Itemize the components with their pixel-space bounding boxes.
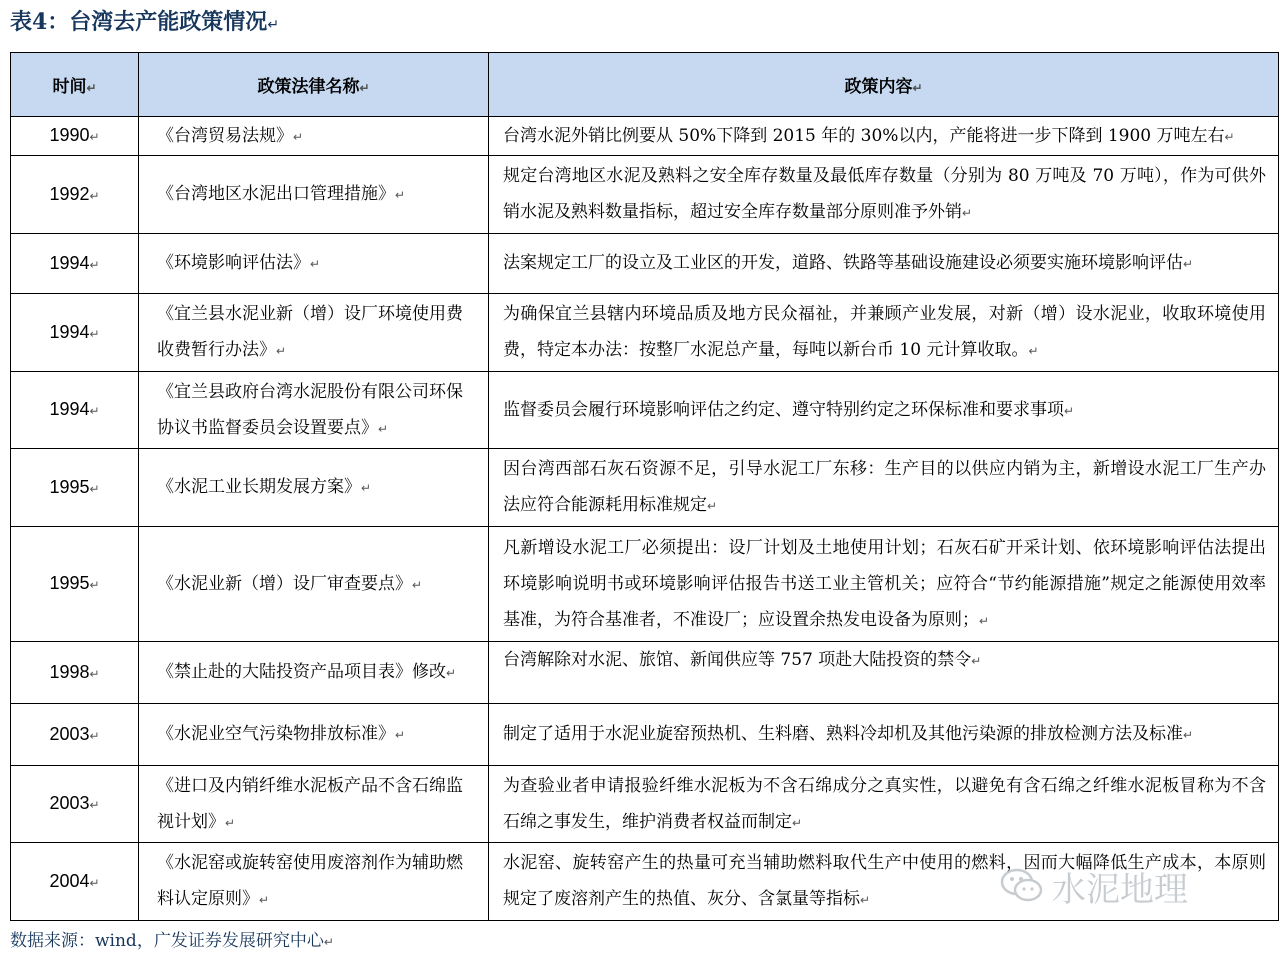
- paragraph-mark-icon: ↵: [293, 129, 304, 144]
- content-cell: [489, 704, 1279, 766]
- paragraph-mark-icon: ↵: [359, 81, 370, 95]
- paragraph-mark-icon: ↵: [89, 326, 100, 341]
- paragraph-mark-icon: ↵: [860, 893, 871, 907]
- paragraph-mark-icon: ↵: [395, 188, 406, 202]
- year-text: 1998: [49, 661, 90, 682]
- table-header-row: [11, 53, 1279, 117]
- header-name: [139, 53, 489, 117]
- paragraph-mark-icon: ↵: [446, 666, 457, 680]
- paragraph-mark-icon: ↵: [259, 893, 270, 907]
- law-name-cell: [139, 449, 489, 527]
- law-name-text: 《水泥业新（增）设厂审查要点》: [157, 573, 412, 594]
- content-cell: [489, 156, 1279, 234]
- year-cell: [11, 766, 139, 843]
- paragraph-mark-icon: ↵: [89, 130, 100, 144]
- content-text: 规定台湾地区水泥及熟料之安全库存数量及最低库存数量（分别为 80 万吨及 70 万吨），作为可供外销水泥及熟料数量指标，超过安全库存数量部分原则准予外销: [503, 166, 1266, 222]
- paragraph-mark-icon: ↵: [962, 206, 973, 220]
- paragraph-mark-icon: ↵: [89, 666, 100, 681]
- content-cell: [489, 372, 1279, 449]
- law-name-text: 《环境影响评估法》: [157, 253, 310, 273]
- content-cell: [489, 234, 1279, 294]
- content-cell: [489, 449, 1279, 527]
- content-text: 因台湾西部石灰石资源不足，引导水泥工厂东移：生产目的以供应内销为主，新增设水泥工厂生产办法应符合能源耗用标准规定: [503, 459, 1266, 515]
- year-text: 1994: [49, 252, 90, 273]
- content-text: 监督委员会履行环境影响评估之约定、遵守特别约定之环保标准和要求事项: [503, 399, 1064, 420]
- law-name-cell: [139, 156, 489, 234]
- year-cell: [11, 527, 139, 642]
- year-cell: [11, 449, 139, 527]
- table-row: [11, 766, 1279, 843]
- header-time: [11, 53, 139, 117]
- watermark-text: 水泥地理: [1052, 869, 1188, 910]
- year-text: 2003: [49, 723, 90, 744]
- paragraph-mark-icon: ↵: [86, 81, 97, 95]
- content-cell: [489, 642, 1279, 704]
- content-cell: [489, 766, 1279, 843]
- year-text: 1994: [49, 321, 90, 342]
- header-content: [489, 53, 1279, 117]
- year-text: 2003: [49, 793, 90, 813]
- law-name-cell: [139, 294, 489, 372]
- content-text: 台湾水泥外销比例要从 50%下降到 2015 年的 30%以内，产能将进一步下降到 1900 万吨左右: [503, 125, 1225, 146]
- year-text: 1994: [49, 399, 90, 419]
- law-name-text: 《进口及内销纤维水泥板产品不含石绵监视计划》: [157, 775, 463, 832]
- law-name-text: 《台湾地区水泥出口管理措施》: [157, 184, 395, 204]
- table-title-text: 表4：台湾去产能政策情况: [10, 9, 268, 35]
- table-row: [11, 156, 1279, 234]
- table-row: [11, 372, 1279, 449]
- policy-table: [10, 52, 1279, 921]
- year-text: 1990: [49, 125, 90, 145]
- paragraph-mark-icon: ↵: [971, 654, 982, 668]
- paragraph-mark-icon: ↵: [792, 815, 803, 830]
- year-cell: [11, 156, 139, 234]
- law-name-cell: [139, 766, 489, 843]
- paragraph-mark-icon: ↵: [412, 577, 423, 592]
- paragraph-mark-icon: ↵: [1224, 129, 1235, 144]
- header-content-label: 政策内容: [844, 77, 913, 97]
- paragraph-mark-icon: ↵: [1064, 403, 1075, 418]
- content-text: 为查验业者申请报验纤维水泥板为不含石绵成分之真实性，以避免有含石绵之纤维水泥板冒称为不含石绵之事发生，维护消费者权益而制定: [503, 775, 1266, 832]
- law-name-text: 《台湾贸易法规》: [157, 125, 293, 146]
- law-name-cell: [139, 704, 489, 766]
- law-name-text: 《宜兰县水泥业新（增）设厂环境使用费收费暂行办法》: [157, 304, 463, 360]
- table-row: [11, 449, 1279, 527]
- content-cell: [489, 527, 1279, 642]
- year-cell: [11, 843, 139, 921]
- paragraph-mark-icon: ↵: [89, 481, 100, 496]
- table-row: [11, 704, 1279, 766]
- law-name-cell: [139, 527, 489, 642]
- law-name-cell: [139, 843, 489, 921]
- law-name-cell: [139, 117, 489, 156]
- paragraph-mark-icon: ↵: [378, 421, 389, 436]
- header-time-label: 时间: [52, 77, 87, 97]
- law-name-text: 《水泥业空气污染物排放标准》: [157, 724, 395, 744]
- year-text: 1995: [49, 573, 90, 593]
- content-text: 制定了适用于水泥业旋窑预热机、生料磨、熟料冷却机及其他污染源的排放检测方法及标准: [503, 724, 1183, 744]
- year-cell: [11, 704, 139, 766]
- law-name-text: 《水泥窑或旋转窑使用废溶剂作为辅助燃料认定原则》: [157, 853, 463, 909]
- paragraph-mark-icon: ↵: [267, 16, 280, 32]
- paragraph-mark-icon: ↵: [89, 257, 100, 272]
- law-name-cell: [139, 234, 489, 294]
- paragraph-mark-icon: ↵: [323, 935, 334, 949]
- law-name-text: 《宜兰县政府台湾水泥股份有限公司环保协议书监督委员会设置要点》: [157, 381, 463, 438]
- table-row: [11, 642, 1279, 704]
- content-text: 法案规定工厂的设立及工业区的开发，道路、铁路等基础设施建设必须要实施环境影响评估: [503, 253, 1183, 273]
- law-name-cell: [139, 642, 489, 704]
- content-text: 凡新增设水泥工厂必须提出：设厂计划及土地使用计划；石灰石矿开采计划、依环境影响评估法提出环境影响说明书或环境影响评估报告书送工业主管机关；应符合“节约能源措施”规定之能源使用效率基准，为符合基准者，不准设厂；应设置余热发电设备为原则；: [503, 537, 1266, 630]
- source-text: 数据来源：wind，广发证券发展研究中心: [10, 931, 324, 951]
- year-cell: [11, 234, 139, 294]
- paragraph-mark-icon: ↵: [89, 578, 100, 592]
- wechat-icon: [1000, 867, 1044, 905]
- year-cell: [11, 294, 139, 372]
- paragraph-mark-icon: ↵: [310, 257, 321, 271]
- paragraph-mark-icon: ↵: [979, 613, 990, 628]
- paragraph-mark-icon: ↵: [1183, 257, 1194, 271]
- content-cell: [489, 117, 1279, 156]
- paragraph-mark-icon: ↵: [89, 875, 100, 890]
- paragraph-mark-icon: ↵: [1183, 728, 1194, 742]
- year-text: 2004: [49, 870, 90, 891]
- source-note: [10, 926, 334, 951]
- year-cell: [11, 642, 139, 704]
- paragraph-mark-icon: ↵: [1028, 344, 1039, 358]
- year-cell: [11, 372, 139, 449]
- paragraph-mark-icon: ↵: [395, 728, 406, 742]
- header-name-label: 政策法律名称: [257, 77, 360, 97]
- paragraph-mark-icon: ↵: [89, 404, 100, 418]
- law-name-text: 《禁止赴的大陆投资产品项目表》修改: [157, 662, 446, 682]
- paragraph-mark-icon: ↵: [89, 728, 100, 743]
- law-name-cell: [139, 372, 489, 449]
- paragraph-mark-icon: ↵: [912, 81, 923, 95]
- table-row: [11, 294, 1279, 372]
- year-cell: [11, 117, 139, 156]
- table-row: [11, 234, 1279, 294]
- year-text: 1995: [49, 476, 90, 497]
- year-text: 1992: [49, 183, 90, 204]
- content-text: 为确保宜兰县辖内环境品质及地方民众福祉，并兼顾产业发展，对新（增）设水泥业，收取环境使用费，特定本办法：按整厂水泥总产量，每吨以新台币 10 元计算收取。: [503, 304, 1266, 360]
- paragraph-mark-icon: ↵: [361, 481, 372, 495]
- paragraph-mark-icon: ↵: [225, 815, 236, 830]
- table-title: [10, 4, 279, 40]
- paragraph-mark-icon: ↵: [276, 344, 287, 358]
- watermark: [1000, 862, 1270, 910]
- content-text: 水泥窑、旋转窑产生的热量可充当辅助燃料取代生产中使用的燃料，因而大幅降低生产成本，本原则规定了废溶剂产生的热值、灰分、含氯量等指标: [503, 853, 1266, 909]
- table-row: [11, 527, 1279, 642]
- content-text: 台湾解除对水泥、旅馆、新闻供应等 757 项赴大陆投资的禁令: [503, 650, 972, 670]
- paragraph-mark-icon: ↵: [707, 499, 718, 513]
- paragraph-mark-icon: ↵: [89, 188, 100, 203]
- law-name-text: 《水泥工业长期发展方案》: [157, 477, 361, 497]
- paragraph-mark-icon: ↵: [89, 798, 100, 812]
- table-row: [11, 117, 1279, 156]
- content-cell: [489, 294, 1279, 372]
